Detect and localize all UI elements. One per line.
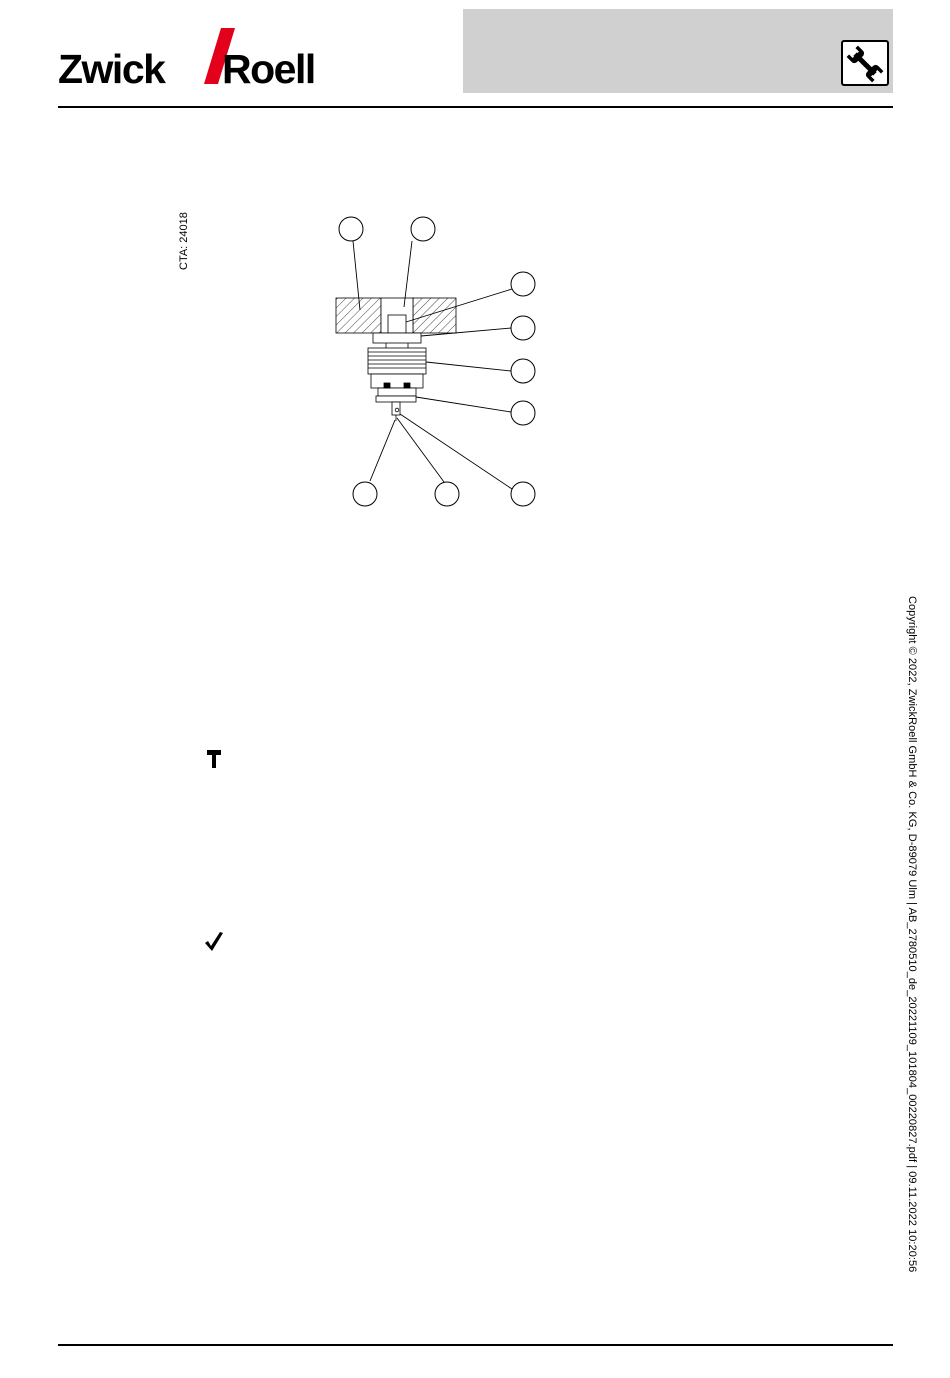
callout-circle: [511, 272, 535, 296]
callout-circle: [339, 217, 363, 241]
figure-cta-label: CTA: 24018: [178, 212, 190, 270]
callout-circle: [353, 482, 377, 506]
callout-circle: [511, 359, 535, 383]
callout-circle: [411, 217, 435, 241]
header-rule: [58, 106, 893, 108]
callout-circle: [435, 482, 459, 506]
footer-rule: [58, 1344, 893, 1346]
technical-drawing: [320, 205, 550, 525]
base-and-pin: [376, 396, 416, 421]
wrench-icon: [845, 44, 885, 84]
callout-circle: [511, 401, 535, 425]
callout-circle: [511, 316, 535, 340]
maintenance-icon-box: [841, 40, 889, 86]
check-icon: [204, 930, 224, 952]
logo-text-zwick: Zwick: [58, 46, 165, 88]
copyright-text: Copyright © 2022, ZwickRoell GmbH & Co. KG, D-89079 Ulm | AB_2780510_de_20221109_101804_00220827.pdf | 09.11.2022 10:20:56: [906, 596, 918, 1273]
hammer-icon: [206, 749, 222, 769]
callout-circle: [511, 482, 535, 506]
header-panel: [463, 9, 893, 93]
ribbed-cylinder: [368, 348, 426, 396]
logo-text-roell: Roell: [222, 46, 315, 88]
zwickroell-logo: [58, 26, 330, 88]
